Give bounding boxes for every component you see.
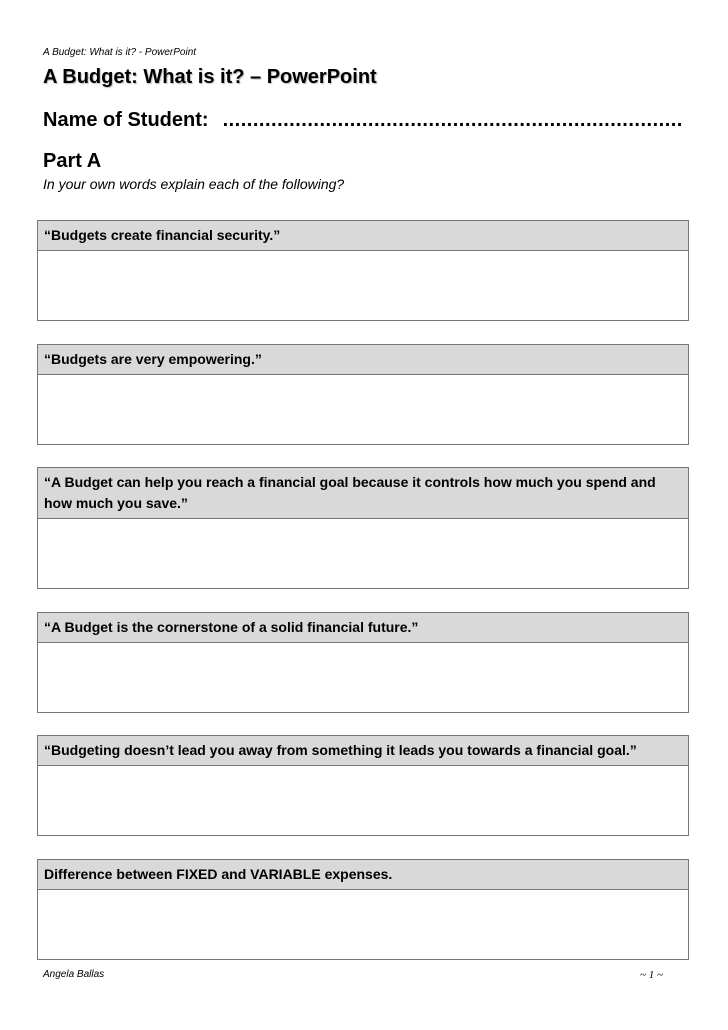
running-header: A Budget: What is it? - PowerPoint <box>43 47 197 58</box>
answer-area[interactable] <box>38 251 688 320</box>
part-title: Part A <box>43 150 102 172</box>
question-box-5 <box>37 735 689 836</box>
answer-area[interactable] <box>38 519 688 588</box>
student-name-label: Name of Student: <box>43 109 209 131</box>
document-title: A Budget: What is it? – PowerPoint <box>43 66 377 88</box>
student-name-line <box>43 109 683 132</box>
page-number: ~ 1 ~ <box>640 969 663 981</box>
question-prompt: “A Budget can help you reach a financial goal because it controls how much you spend and how much you save.” <box>38 468 688 519</box>
question-box-3 <box>37 467 689 589</box>
answer-area[interactable] <box>38 643 688 712</box>
question-prompt: “Budgeting doesn’t lead you away from something it leads you towards a financial goal.” <box>38 736 688 766</box>
question-prompt: Difference between FIXED and VARIABLE expenses. <box>38 860 688 890</box>
answer-area[interactable] <box>38 890 688 959</box>
question-box-4 <box>37 612 689 713</box>
answer-area[interactable] <box>38 375 688 444</box>
question-box-1 <box>37 220 689 321</box>
question-prompt: “Budgets create financial security.” <box>38 221 688 251</box>
answer-area[interactable] <box>38 766 688 835</box>
part-instructions: In your own words explain each of the following? <box>43 176 345 192</box>
student-name-field[interactable]: ............................................................................ <box>222 109 683 131</box>
question-prompt: “A Budget is the cornerstone of a solid financial future.” <box>38 613 688 643</box>
question-box-6 <box>37 859 689 960</box>
footer-author: Angela Ballas <box>43 969 105 980</box>
question-prompt: “Budgets are very empowering.” <box>38 345 688 375</box>
question-box-2 <box>37 344 689 445</box>
